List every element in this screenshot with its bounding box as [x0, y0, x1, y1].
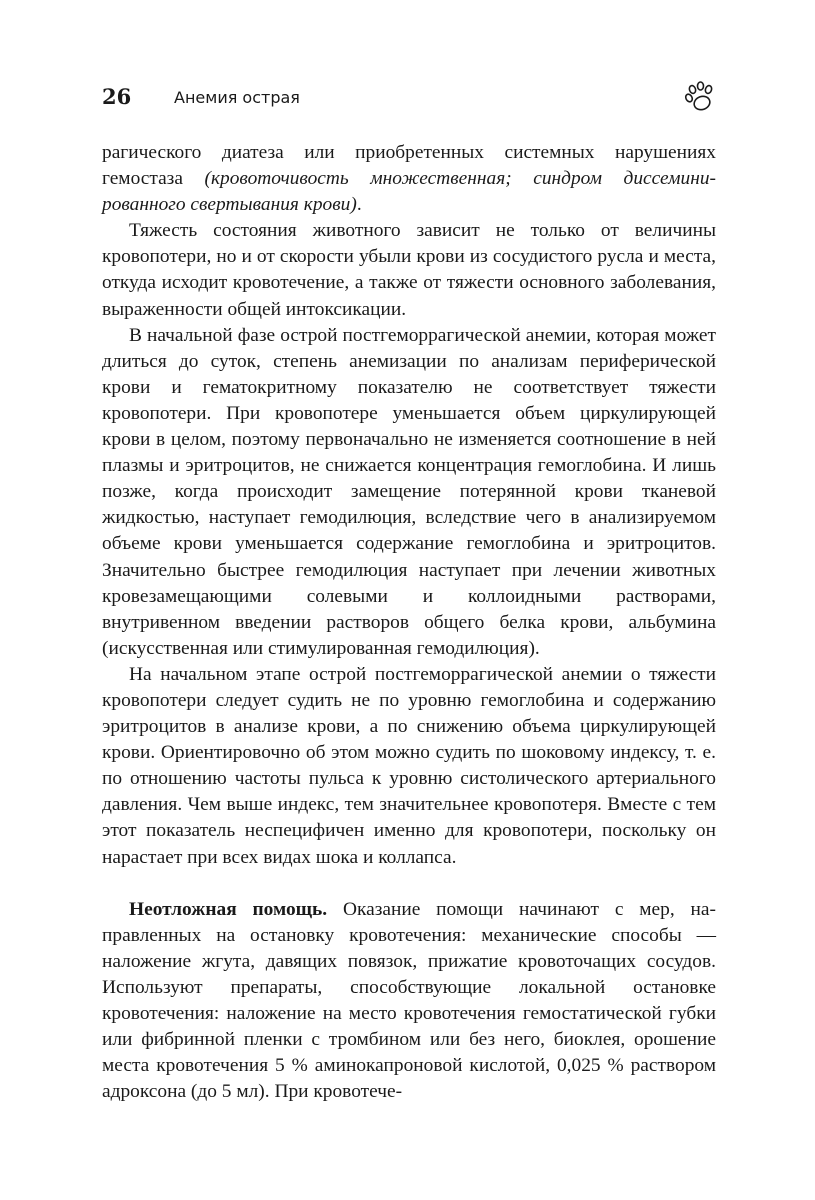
paragraph-5: [102, 897, 716, 1106]
paragraph-1-tail: .: [356, 194, 362, 216]
running-title: Анемия острая: [174, 88, 300, 107]
paragraph-5-text: Оказание помощи начинают с мер, направленных на остановку кровотечения: механические способы — наложение жгута, давящих повязок, прижатие кровоточащих сосудов. Используют препараты, способствующие локальной остановке кровотечения: наложение на место кровотечения гемостатической губки или фибринной пленки с тромбином или без него, биоклея, орошение места кровотечения 5 % аминокапроновой кислотой, 0,025 % раствором адроксона (до 5 мл). При кровотече-: [102, 898, 716, 1103]
paragraph-3: В начальной фазе острой постгеморрагической анемии, которая может длиться до суток, степень анемизации по анализам периферической крови и гематокритному показателю не соответствует тяжести кровопотери. При кровопотере уменьшается объем циркулирующей крови в целом, поэтому первоначально не изменяется соотношение в ней плазмы и эритроцитов, не снижается концентрация гемоглобина. И лишь позже, когда происходит замещение потерянной крови тканевой жидкостью, наступает гемодилюция, вследствие чего в анализируемом объеме крови уменьшается содержание гемоглобина и эритроцитов. Значительно быстрее гемодилюция наступает при лечении животных кровезамещающими солевыми и коллоидными растворами, внутривенном введении растворов общего белка крови, альбумина (искусственная или стимулированная гемодилюция).: [102, 324, 716, 659]
paw-print-icon: [682, 80, 716, 114]
paragraph-1-italic: (кровоточивость множественная; синдром диссеминированного свертывания крови): [102, 168, 716, 216]
page-number: 26: [102, 84, 132, 109]
paragraph-4: На начальном этапе острой постгеморрагической анемии о тяжести кровопотери следует судить не по уровню гемоглобина и содержанию эритроцитов в анализе крови, а по снижению объема циркулирующей крови. Ориентировочно об этом можно судить по шоковому индексу, т. е. по отношению частоты пульса к уровню систолического артериального давления. Чем выше индекс, тем значительнее кровопотеря. Вместе с тем этот показатель неспецифичен именно для кровопотери, поскольку он нарастает при всех видах шока и коллапса.: [102, 663, 716, 868]
paragraph-1: [102, 140, 716, 218]
section-heading-emergency-care: Неотложная помощь.: [129, 898, 328, 920]
page-body: [102, 140, 716, 1105]
page-header: [102, 80, 716, 116]
paragraph-2: Тяжесть состояния животного зависит не только от величины кровопотери, но и от скорости убыли крови из сосудистого русла и места, откуда исходит кровотечение, а также от тяжести основного заболевания, выраженности общей интоксикации.: [102, 220, 716, 320]
paragraph-1-text: рагического диатеза или приобретенных системных нарушениях гемостаза: [102, 142, 716, 190]
